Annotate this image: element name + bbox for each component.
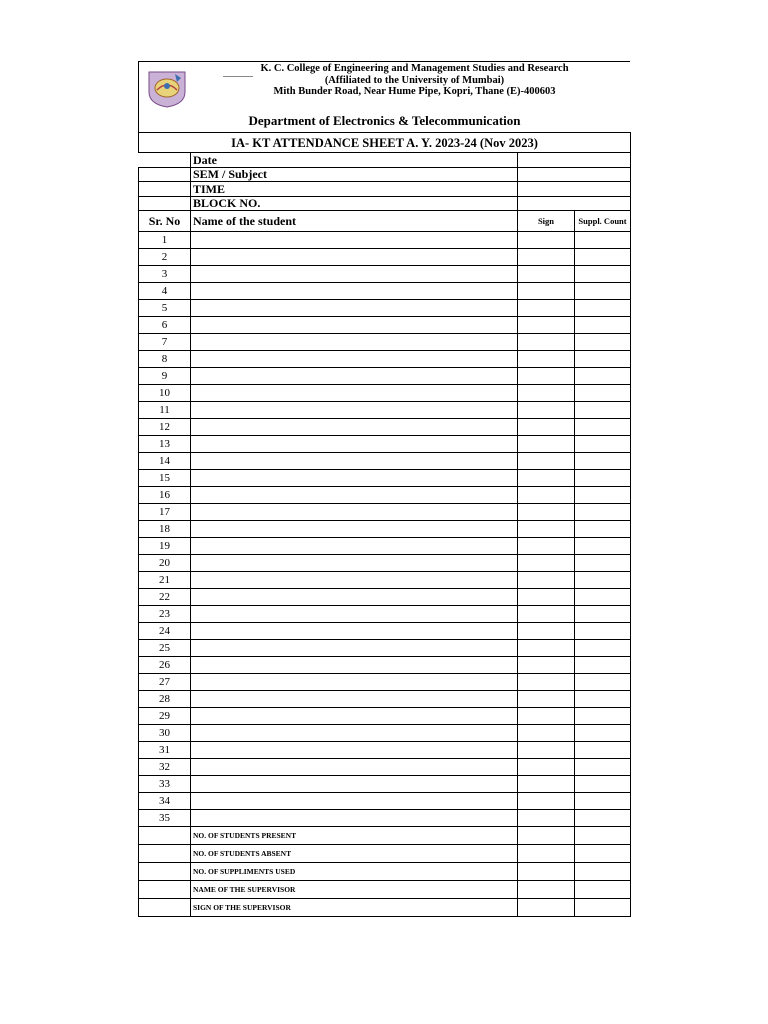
row-sr-no: 15 — [139, 470, 191, 487]
row-sign[interactable] — [518, 436, 575, 453]
row-sr-no: 20 — [139, 555, 191, 572]
row-suppl-count[interactable] — [575, 674, 631, 691]
row-sign[interactable] — [518, 317, 575, 334]
row-sr-no: 7 — [139, 334, 191, 351]
row-suppl-count[interactable] — [575, 266, 631, 283]
row-sign[interactable] — [518, 334, 575, 351]
row-suppl-count[interactable] — [575, 708, 631, 725]
row-student-name[interactable] — [191, 776, 518, 793]
row-student-name[interactable] — [191, 402, 518, 419]
table-row — [139, 521, 631, 538]
row-sr-no: 14 — [139, 453, 191, 470]
row-student-name[interactable] — [191, 691, 518, 708]
table-row — [139, 708, 631, 725]
info-label-sem-subject: SEM / Subject — [191, 167, 518, 182]
row-sign[interactable] — [518, 419, 575, 436]
college-header — [138, 61, 630, 132]
row-student-name[interactable] — [191, 759, 518, 776]
info-row-date — [139, 153, 631, 168]
row-suppl-count[interactable] — [575, 589, 631, 606]
table-row — [139, 674, 631, 691]
table-row — [139, 351, 631, 368]
row-student-name[interactable] — [191, 538, 518, 555]
row-sign[interactable] — [518, 487, 575, 504]
info-label-time: TIME — [191, 182, 518, 197]
row-sign[interactable] — [518, 759, 575, 776]
row-sr-no: 35 — [139, 810, 191, 827]
row-sign[interactable] — [518, 402, 575, 419]
table-row — [139, 232, 631, 249]
row-suppl-count[interactable] — [575, 572, 631, 589]
row-suppl-count[interactable] — [575, 368, 631, 385]
row-suppl-count[interactable] — [575, 691, 631, 708]
table-row — [139, 419, 631, 436]
row-sr-no: 21 — [139, 572, 191, 589]
info-value-sem-subject[interactable] — [518, 167, 631, 182]
row-sr-no: 28 — [139, 691, 191, 708]
row-sr-no: 31 — [139, 742, 191, 759]
row-student-name[interactable] — [191, 793, 518, 810]
row-student-name[interactable] — [191, 640, 518, 657]
row-suppl-count[interactable] — [575, 759, 631, 776]
row-student-name[interactable] — [191, 657, 518, 674]
info-value-date[interactable] — [518, 153, 631, 168]
row-suppl-count[interactable] — [575, 385, 631, 402]
row-suppl-count[interactable] — [575, 249, 631, 266]
row-suppl-count[interactable] — [575, 742, 631, 759]
row-sign[interactable] — [518, 742, 575, 759]
footer-row — [139, 827, 631, 845]
row-sign[interactable] — [518, 810, 575, 827]
row-sign[interactable] — [518, 572, 575, 589]
row-student-name[interactable] — [191, 351, 518, 368]
footer-value-extra[interactable] — [575, 845, 631, 863]
column-header-sr-no: Sr. No — [139, 211, 191, 232]
row-sr-no: 6 — [139, 317, 191, 334]
table-row — [139, 300, 631, 317]
table-row — [139, 487, 631, 504]
row-sr-no: 12 — [139, 419, 191, 436]
row-sr-no: 26 — [139, 657, 191, 674]
row-sign[interactable] — [518, 691, 575, 708]
college-info — [199, 63, 630, 98]
info-value-time[interactable] — [518, 182, 631, 197]
row-suppl-count[interactable] — [575, 232, 631, 249]
row-sign[interactable] — [518, 793, 575, 810]
info-row-sem-subject — [139, 167, 631, 182]
info-value-block-no[interactable] — [518, 196, 631, 211]
row-student-name[interactable] — [191, 521, 518, 538]
department-title: Department of Electronics & Telecommunication — [248, 113, 521, 128]
row-suppl-count[interactable] — [575, 810, 631, 827]
table-row — [139, 385, 631, 402]
row-suppl-count[interactable] — [575, 504, 631, 521]
row-suppl-count[interactable] — [575, 657, 631, 674]
row-sr-no: 19 — [139, 538, 191, 555]
footer-row — [139, 881, 631, 899]
attendance-table — [138, 132, 631, 917]
table-row — [139, 436, 631, 453]
row-sign[interactable] — [518, 623, 575, 640]
footer-label: NO. OF STUDENTS PRESENT — [191, 827, 518, 845]
row-sr-no: 13 — [139, 436, 191, 453]
row-suppl-count[interactable] — [575, 521, 631, 538]
row-student-name[interactable] — [191, 708, 518, 725]
footer-value[interactable] — [518, 863, 575, 881]
row-sign[interactable] — [518, 521, 575, 538]
table-row — [139, 555, 631, 572]
row-suppl-count[interactable] — [575, 725, 631, 742]
footer-value[interactable] — [518, 845, 575, 863]
row-suppl-count[interactable] — [575, 453, 631, 470]
table-row — [139, 249, 631, 266]
table-row — [139, 470, 631, 487]
table-row — [139, 742, 631, 759]
footer-value-extra[interactable] — [575, 863, 631, 881]
row-sign[interactable] — [518, 368, 575, 385]
row-suppl-count[interactable] — [575, 419, 631, 436]
table-row — [139, 504, 631, 521]
table-row — [139, 793, 631, 810]
row-suppl-count[interactable] — [575, 402, 631, 419]
row-student-name[interactable] — [191, 453, 518, 470]
column-header-row — [139, 211, 631, 232]
table-row — [139, 572, 631, 589]
row-sign[interactable] — [518, 453, 575, 470]
sheet-title: IA- KT ATTENDANCE SHEET A. Y. 2023-24 (Nov 2023) — [139, 133, 631, 153]
row-sr-no: 24 — [139, 623, 191, 640]
attendance-sheet — [138, 61, 630, 917]
table-row — [139, 759, 631, 776]
row-suppl-count[interactable] — [575, 793, 631, 810]
row-student-name[interactable] — [191, 232, 518, 249]
footer-value-extra[interactable] — [575, 881, 631, 899]
footer-label: SIGN OF THE SUPERVISOR — [191, 899, 518, 917]
footer-value-extra[interactable] — [575, 827, 631, 845]
row-sign[interactable] — [518, 776, 575, 793]
row-suppl-count[interactable] — [575, 606, 631, 623]
row-suppl-count[interactable] — [575, 640, 631, 657]
table-row — [139, 266, 631, 283]
row-sr-no: 32 — [139, 759, 191, 776]
row-student-name[interactable] — [191, 419, 518, 436]
footer-value[interactable] — [518, 827, 575, 845]
row-sr-no: 23 — [139, 606, 191, 623]
row-sr-no: 2 — [139, 249, 191, 266]
row-sign[interactable] — [518, 674, 575, 691]
info-label-block-no: BLOCK NO. — [191, 196, 518, 211]
row-sign[interactable] — [518, 555, 575, 572]
row-sr-no: 4 — [139, 283, 191, 300]
row-suppl-count[interactable] — [575, 538, 631, 555]
footer-row — [139, 863, 631, 881]
info-label-date: Date — [191, 153, 518, 168]
row-suppl-count[interactable] — [575, 470, 631, 487]
row-sr-no: 8 — [139, 351, 191, 368]
row-suppl-count[interactable] — [575, 334, 631, 351]
row-sr-no: 27 — [139, 674, 191, 691]
table-row — [139, 538, 631, 555]
row-sign[interactable] — [518, 385, 575, 402]
table-row — [139, 623, 631, 640]
row-student-name[interactable] — [191, 470, 518, 487]
table-row — [139, 640, 631, 657]
row-sr-no: 1 — [139, 232, 191, 249]
footer-label: NO. OF STUDENTS ABSENT — [191, 845, 518, 863]
row-sr-no: 30 — [139, 725, 191, 742]
table-row — [139, 606, 631, 623]
row-sign[interactable] — [518, 300, 575, 317]
column-header-name: Name of the student — [191, 211, 518, 232]
table-row — [139, 725, 631, 742]
row-student-name[interactable] — [191, 725, 518, 742]
row-student-name[interactable] — [191, 487, 518, 504]
info-row-time — [139, 182, 631, 197]
row-student-name[interactable] — [191, 623, 518, 640]
row-sign[interactable] — [518, 504, 575, 521]
sheet-title-row — [139, 133, 631, 153]
table-row — [139, 657, 631, 674]
row-sign[interactable] — [518, 606, 575, 623]
table-row — [139, 283, 631, 300]
row-sr-no: 17 — [139, 504, 191, 521]
footer-value-extra[interactable] — [575, 899, 631, 917]
row-sr-no: 18 — [139, 521, 191, 538]
row-suppl-count[interactable] — [575, 776, 631, 793]
row-sr-no: 11 — [139, 402, 191, 419]
footer-label: NO. OF SUPPLIMENTS USED — [191, 863, 518, 881]
row-sign[interactable] — [518, 351, 575, 368]
row-student-name[interactable] — [191, 334, 518, 351]
column-header-sign: Sign — [518, 211, 575, 232]
row-student-name[interactable] — [191, 606, 518, 623]
footer-value[interactable] — [518, 881, 575, 899]
row-sign[interactable] — [518, 708, 575, 725]
table-row — [139, 453, 631, 470]
row-sr-no: 5 — [139, 300, 191, 317]
footer-row — [139, 845, 631, 863]
row-student-name[interactable] — [191, 317, 518, 334]
table-row — [139, 368, 631, 385]
college-affiliation: (Affiliated to the University of Mumbai) — [324, 74, 505, 86]
row-sign[interactable] — [518, 232, 575, 249]
row-sr-no: 25 — [139, 640, 191, 657]
row-suppl-count[interactable] — [575, 623, 631, 640]
footer-value[interactable] — [518, 899, 575, 917]
footer-label: NAME OF THE SUPERVISOR — [191, 881, 518, 899]
row-student-name[interactable] — [191, 504, 518, 521]
row-sr-no: 3 — [139, 266, 191, 283]
row-student-name[interactable] — [191, 283, 518, 300]
row-sr-no: 10 — [139, 385, 191, 402]
table-row — [139, 317, 631, 334]
info-row-block-no — [139, 196, 631, 211]
row-sign[interactable] — [518, 283, 575, 300]
row-student-name[interactable] — [191, 300, 518, 317]
column-header-suppl-count: Suppl. Count — [575, 211, 631, 232]
row-sr-no: 22 — [139, 589, 191, 606]
row-student-name[interactable] — [191, 436, 518, 453]
table-row — [139, 334, 631, 351]
college-crest-icon — [145, 68, 189, 108]
row-suppl-count[interactable] — [575, 317, 631, 334]
row-sign[interactable] — [518, 538, 575, 555]
row-student-name[interactable] — [191, 368, 518, 385]
row-student-name[interactable] — [191, 589, 518, 606]
row-sign[interactable] — [518, 657, 575, 674]
row-suppl-count[interactable] — [575, 351, 631, 368]
row-sr-no: 33 — [139, 776, 191, 793]
row-student-name[interactable] — [191, 385, 518, 402]
row-student-name[interactable] — [191, 674, 518, 691]
row-sr-no: 29 — [139, 708, 191, 725]
row-sr-no: 9 — [139, 368, 191, 385]
row-sign[interactable] — [518, 589, 575, 606]
row-sign[interactable] — [518, 725, 575, 742]
row-student-name[interactable] — [191, 742, 518, 759]
row-suppl-count[interactable] — [575, 436, 631, 453]
college-address: Mith Bunder Road, Near Hume Pipe, Kopri, Thane (E)-400603 — [273, 86, 556, 97]
table-row — [139, 402, 631, 419]
row-student-name[interactable] — [191, 572, 518, 589]
row-sr-no: 16 — [139, 487, 191, 504]
row-student-name[interactable] — [191, 810, 518, 827]
row-suppl-count[interactable] — [575, 300, 631, 317]
table-row — [139, 589, 631, 606]
college-name: K. C. College of Engineering and Management Studies and Research — [260, 63, 569, 74]
table-row — [139, 691, 631, 708]
footer-row — [139, 899, 631, 917]
row-suppl-count[interactable] — [575, 487, 631, 504]
row-sign[interactable] — [518, 249, 575, 266]
row-suppl-count[interactable] — [575, 283, 631, 300]
row-suppl-count[interactable] — [575, 555, 631, 572]
row-sr-no: 34 — [139, 793, 191, 810]
table-row — [139, 776, 631, 793]
row-sign[interactable] — [518, 266, 575, 283]
row-student-name[interactable] — [191, 266, 518, 283]
row-student-name[interactable] — [191, 555, 518, 572]
row-student-name[interactable] — [191, 249, 518, 266]
table-row — [139, 810, 631, 827]
row-sign[interactable] — [518, 470, 575, 487]
row-sign[interactable] — [518, 640, 575, 657]
